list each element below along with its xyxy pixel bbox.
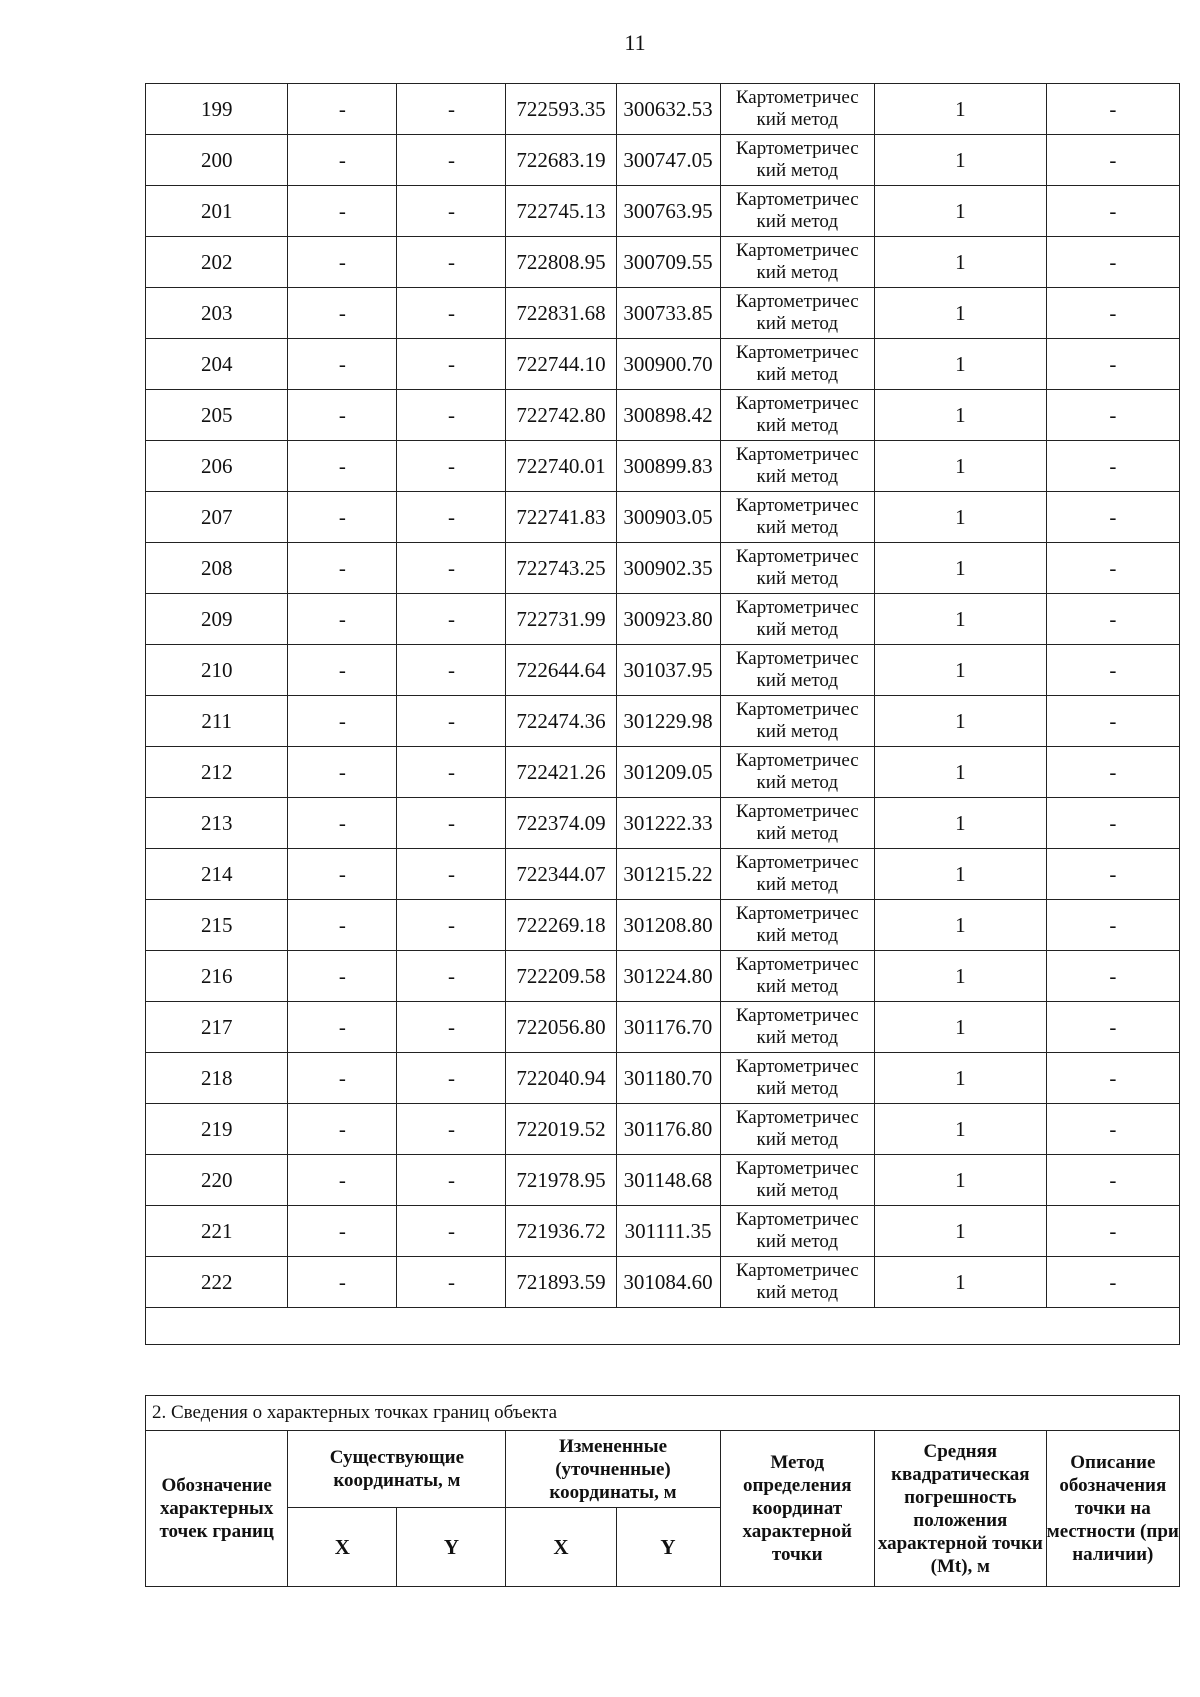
cell-existing-x: - — [288, 186, 397, 237]
table-row — [146, 1206, 1180, 1257]
cell-method-line-2: кий метод — [756, 772, 838, 793]
cell-method — [720, 798, 874, 849]
cell-point: 200 — [146, 135, 288, 186]
cell-existing-x: - — [288, 1104, 397, 1155]
cell-method — [720, 696, 874, 747]
table-row — [146, 594, 1180, 645]
cell-accuracy: 1 — [875, 492, 1047, 543]
cell-description: - — [1046, 135, 1179, 186]
cell-accuracy: 1 — [875, 1206, 1047, 1257]
cell-point: 217 — [146, 1002, 288, 1053]
cell-method-line-1: Картометричес — [735, 750, 859, 771]
cell-existing-x: - — [288, 951, 397, 1002]
cell-description: - — [1046, 951, 1179, 1002]
cell-method — [720, 747, 874, 798]
cell-changed-x: 722474.36 — [506, 696, 616, 747]
cell-existing-y: - — [397, 492, 506, 543]
cell-existing-y: - — [397, 135, 506, 186]
cell-changed-x: 721936.72 — [506, 1206, 616, 1257]
cell-method — [720, 900, 874, 951]
cell-point: 219 — [146, 1104, 288, 1155]
cell-changed-y: 300898.42 — [616, 390, 720, 441]
cell-method — [720, 186, 874, 237]
cell-accuracy: 1 — [875, 1257, 1047, 1308]
header-accuracy: Средняя квадратическая погрешность положения характерной точки (Mt), м — [874, 1431, 1046, 1587]
header-point-label: Обозначение характерных точек границ — [146, 1431, 288, 1587]
cell-point: 216 — [146, 951, 288, 1002]
cell-method-line-1: Картометричес — [735, 1260, 859, 1281]
cell-method — [720, 849, 874, 900]
cell-method-line-1: Картометричес — [735, 1056, 859, 1077]
cell-method-line-1: Картометричес — [735, 954, 859, 975]
cell-changed-x: 722744.10 — [506, 339, 616, 390]
cell-method — [720, 1053, 874, 1104]
cell-method-line-2: кий метод — [756, 619, 838, 640]
cell-changed-y: 301111.35 — [616, 1206, 720, 1257]
cell-method — [720, 390, 874, 441]
cell-method-line-2: кий метод — [756, 976, 838, 997]
header-method: Метод определения координат характерной точки — [720, 1431, 874, 1587]
cell-description: - — [1046, 492, 1179, 543]
cell-existing-y: - — [397, 696, 506, 747]
cell-point: 220 — [146, 1155, 288, 1206]
cell-description: - — [1046, 186, 1179, 237]
cell-changed-y: 301222.33 — [616, 798, 720, 849]
cell-method — [720, 1206, 874, 1257]
cell-existing-x: - — [288, 1053, 397, 1104]
table-row — [146, 849, 1180, 900]
cell-point: 222 — [146, 1257, 288, 1308]
cell-accuracy: 1 — [875, 84, 1047, 135]
cell-point: 203 — [146, 288, 288, 339]
cell-existing-x: - — [288, 339, 397, 390]
cell-method-line-2: кий метод — [756, 517, 838, 538]
cell-method-line-2: кий метод — [756, 670, 838, 691]
cell-accuracy: 1 — [875, 1155, 1047, 1206]
blank-cell — [146, 1308, 1180, 1345]
cell-point: 218 — [146, 1053, 288, 1104]
cell-method — [720, 492, 874, 543]
cell-changed-x: 722740.01 — [506, 441, 616, 492]
cell-changed-x: 722040.94 — [506, 1053, 616, 1104]
table-row — [146, 696, 1180, 747]
cell-changed-y: 301148.68 — [616, 1155, 720, 1206]
cell-existing-x: - — [288, 594, 397, 645]
cell-accuracy: 1 — [875, 288, 1047, 339]
table-row — [146, 900, 1180, 951]
cell-method — [720, 237, 874, 288]
cell-changed-x: 722593.35 — [506, 84, 616, 135]
cell-existing-y: - — [397, 1206, 506, 1257]
table-row — [146, 1104, 1180, 1155]
cell-point: 211 — [146, 696, 288, 747]
cell-changed-y: 301209.05 — [616, 747, 720, 798]
cell-changed-x: 722644.64 — [506, 645, 616, 696]
page-number: 11 — [624, 30, 646, 55]
cell-existing-y: - — [397, 237, 506, 288]
cell-method-line-2: кий метод — [756, 1027, 838, 1048]
cell-point: 213 — [146, 798, 288, 849]
cell-point: 201 — [146, 186, 288, 237]
cell-point: 202 — [146, 237, 288, 288]
cell-description: - — [1046, 441, 1179, 492]
cell-method-line-2: кий метод — [756, 466, 838, 487]
cell-changed-x: 722683.19 — [506, 135, 616, 186]
header-existing-coords: Существующие координаты, м — [288, 1431, 506, 1508]
cell-changed-y: 300733.85 — [616, 288, 720, 339]
cell-method-line-2: кий метод — [756, 1180, 838, 1201]
coordinates-table — [145, 83, 1180, 1345]
cell-existing-y: - — [397, 339, 506, 390]
cell-changed-x: 722743.25 — [506, 543, 616, 594]
cell-changed-y: 300900.70 — [616, 339, 720, 390]
cell-method-line-2: кий метод — [756, 1078, 838, 1099]
cell-method-line-1: Картометричес — [735, 240, 859, 261]
cell-method-line-2: кий метод — [756, 415, 838, 436]
cell-method-line-1: Картометричес — [735, 801, 859, 822]
cell-method — [720, 543, 874, 594]
cell-existing-y: - — [397, 1155, 506, 1206]
cell-method — [720, 1104, 874, 1155]
cell-description: - — [1046, 900, 1179, 951]
cell-method — [720, 135, 874, 186]
cell-description: - — [1046, 1053, 1179, 1104]
cell-method — [720, 951, 874, 1002]
cell-point: 205 — [146, 390, 288, 441]
cell-description: - — [1046, 798, 1179, 849]
cell-method-line-1: Картометричес — [735, 903, 859, 924]
cell-accuracy: 1 — [875, 747, 1047, 798]
table-row — [146, 288, 1180, 339]
cell-existing-x: - — [288, 543, 397, 594]
table-row — [146, 1053, 1180, 1104]
table-row — [146, 339, 1180, 390]
cell-method — [720, 1155, 874, 1206]
cell-method-line-1: Картометричес — [735, 342, 859, 363]
cell-method-line-1: Картометричес — [735, 1209, 859, 1230]
cell-existing-x: - — [288, 441, 397, 492]
cell-changed-y: 301037.95 — [616, 645, 720, 696]
cell-method-line-2: кий метод — [756, 823, 838, 844]
cell-existing-y: - — [397, 1002, 506, 1053]
cell-description: - — [1046, 849, 1179, 900]
cell-changed-y: 300923.80 — [616, 594, 720, 645]
cell-changed-y: 301180.70 — [616, 1053, 720, 1104]
cell-accuracy: 1 — [875, 696, 1047, 747]
blank-row — [146, 1308, 1180, 1345]
cell-description: - — [1046, 543, 1179, 594]
table-row — [146, 798, 1180, 849]
cell-changed-y: 301176.70 — [616, 1002, 720, 1053]
cell-description: - — [1046, 594, 1179, 645]
cell-method — [720, 84, 874, 135]
cell-changed-x: 722742.80 — [506, 390, 616, 441]
cell-method-line-2: кий метод — [756, 211, 838, 232]
cell-method-line-1: Картометричес — [735, 1005, 859, 1026]
cell-method-line-1: Картометричес — [735, 648, 859, 669]
cell-existing-x: - — [288, 1155, 397, 1206]
table-row — [146, 645, 1180, 696]
cell-method-line-1: Картометричес — [735, 189, 859, 210]
cell-method-line-2: кий метод — [756, 313, 838, 334]
cell-method — [720, 288, 874, 339]
cell-description: - — [1046, 1155, 1179, 1206]
cell-point: 204 — [146, 339, 288, 390]
cell-existing-y: - — [397, 747, 506, 798]
table-row — [146, 441, 1180, 492]
cell-existing-x: - — [288, 645, 397, 696]
table-row — [146, 237, 1180, 288]
cell-existing-x: - — [288, 390, 397, 441]
cell-description: - — [1046, 1104, 1179, 1155]
header-changed-y: Y — [616, 1508, 720, 1587]
cell-accuracy: 1 — [875, 798, 1047, 849]
cell-method-line-2: кий метод — [756, 1129, 838, 1150]
cell-accuracy: 1 — [875, 1002, 1047, 1053]
cell-description: - — [1046, 1002, 1179, 1053]
cell-existing-y: - — [397, 900, 506, 951]
cell-accuracy: 1 — [875, 900, 1047, 951]
cell-method — [720, 594, 874, 645]
cell-changed-y: 301229.98 — [616, 696, 720, 747]
cell-existing-y: - — [397, 390, 506, 441]
cell-method-line-2: кий метод — [756, 721, 838, 742]
cell-method — [720, 645, 874, 696]
cell-accuracy: 1 — [875, 1053, 1047, 1104]
cell-existing-x: - — [288, 849, 397, 900]
table-row — [146, 390, 1180, 441]
cell-point: 208 — [146, 543, 288, 594]
cell-existing-y: - — [397, 441, 506, 492]
cell-existing-x: - — [288, 84, 397, 135]
cell-existing-y: - — [397, 1053, 506, 1104]
table-row — [146, 84, 1180, 135]
cell-point: 207 — [146, 492, 288, 543]
cell-point: 210 — [146, 645, 288, 696]
cell-changed-x: 722731.99 — [506, 594, 616, 645]
cell-point: 206 — [146, 441, 288, 492]
cell-changed-y: 300747.05 — [616, 135, 720, 186]
cell-description: - — [1046, 747, 1179, 798]
cell-changed-y: 301208.80 — [616, 900, 720, 951]
cell-existing-x: - — [288, 237, 397, 288]
cell-changed-x: 722741.83 — [506, 492, 616, 543]
cell-existing-x: - — [288, 900, 397, 951]
cell-description: - — [1046, 1257, 1179, 1308]
header-existing-y: Y — [397, 1508, 506, 1587]
cell-method-line-2: кий метод — [756, 925, 838, 946]
cell-description: - — [1046, 339, 1179, 390]
cell-changed-x: 722269.18 — [506, 900, 616, 951]
table-row — [146, 747, 1180, 798]
cell-existing-x: - — [288, 747, 397, 798]
cell-point: 212 — [146, 747, 288, 798]
cell-method-line-1: Картометричес — [735, 1107, 859, 1128]
cell-point: 214 — [146, 849, 288, 900]
cell-method — [720, 339, 874, 390]
cell-accuracy: 1 — [875, 594, 1047, 645]
cell-point: 215 — [146, 900, 288, 951]
cell-method-line-2: кий метод — [756, 568, 838, 589]
cell-method-line-1: Картометричес — [735, 291, 859, 312]
cell-description: - — [1046, 696, 1179, 747]
cell-changed-x: 722019.52 — [506, 1104, 616, 1155]
cell-changed-x: 722421.26 — [506, 747, 616, 798]
cell-point: 209 — [146, 594, 288, 645]
cell-existing-x: - — [288, 798, 397, 849]
cell-method-line-1: Картометричес — [735, 444, 859, 465]
cell-method-line-1: Картометричес — [735, 138, 859, 159]
cell-existing-y: - — [397, 186, 506, 237]
table-row — [146, 543, 1180, 594]
cell-changed-x: 722745.13 — [506, 186, 616, 237]
cell-accuracy: 1 — [875, 441, 1047, 492]
cell-existing-y: - — [397, 849, 506, 900]
cell-changed-y: 300709.55 — [616, 237, 720, 288]
cell-method-line-2: кий метод — [756, 364, 838, 385]
cell-description: - — [1046, 84, 1179, 135]
cell-existing-y: - — [397, 798, 506, 849]
section-2-table — [145, 1395, 1180, 1587]
cell-method-line-1: Картометричес — [735, 1158, 859, 1179]
cell-accuracy: 1 — [875, 951, 1047, 1002]
cell-changed-y: 300763.95 — [616, 186, 720, 237]
cell-changed-y: 300899.83 — [616, 441, 720, 492]
cell-accuracy: 1 — [875, 543, 1047, 594]
cell-changed-y: 301224.80 — [616, 951, 720, 1002]
table-row — [146, 1002, 1180, 1053]
cell-method-line-1: Картометричес — [735, 852, 859, 873]
cell-accuracy: 1 — [875, 849, 1047, 900]
cell-existing-y: - — [397, 594, 506, 645]
cell-method — [720, 1002, 874, 1053]
cell-existing-y: - — [397, 543, 506, 594]
cell-changed-y: 300903.05 — [616, 492, 720, 543]
cell-description: - — [1046, 288, 1179, 339]
cell-changed-y: 301084.60 — [616, 1257, 720, 1308]
cell-method-line-2: кий метод — [756, 160, 838, 181]
cell-method-line-1: Картометричес — [735, 393, 859, 414]
cell-point: 199 — [146, 84, 288, 135]
cell-method-line-2: кий метод — [756, 109, 838, 130]
cell-changed-y: 301176.80 — [616, 1104, 720, 1155]
table-row — [146, 135, 1180, 186]
cell-existing-y: - — [397, 1257, 506, 1308]
cell-changed-x: 722374.09 — [506, 798, 616, 849]
cell-accuracy: 1 — [875, 390, 1047, 441]
cell-changed-y: 301215.22 — [616, 849, 720, 900]
cell-existing-x: - — [288, 696, 397, 747]
cell-existing-x: - — [288, 288, 397, 339]
header-description: Описание обозначения точки на местности (при наличии) — [1046, 1431, 1179, 1587]
table-row — [146, 186, 1180, 237]
cell-point: 221 — [146, 1206, 288, 1257]
table-row — [146, 951, 1180, 1002]
cell-existing-y: - — [397, 1104, 506, 1155]
cell-existing-y: - — [397, 645, 506, 696]
cell-existing-x: - — [288, 1002, 397, 1053]
cell-existing-x: - — [288, 492, 397, 543]
cell-changed-x: 722831.68 — [506, 288, 616, 339]
cell-method-line-1: Картометричес — [735, 495, 859, 516]
cell-method-line-2: кий метод — [756, 1231, 838, 1252]
cell-method-line-1: Картометричес — [735, 699, 859, 720]
cell-method-line-1: Картометричес — [735, 597, 859, 618]
cell-method-line-2: кий метод — [756, 874, 838, 895]
cell-changed-y: 300632.53 — [616, 84, 720, 135]
cell-accuracy: 1 — [875, 237, 1047, 288]
cell-changed-x: 722056.80 — [506, 1002, 616, 1053]
cell-method-line-1: Картометричес — [735, 546, 859, 567]
table-row — [146, 1257, 1180, 1308]
cell-method-line-1: Картометричес — [735, 87, 859, 108]
cell-accuracy: 1 — [875, 645, 1047, 696]
cell-changed-x: 721893.59 — [506, 1257, 616, 1308]
cell-changed-x: 722209.58 — [506, 951, 616, 1002]
cell-changed-x: 721978.95 — [506, 1155, 616, 1206]
cell-accuracy: 1 — [875, 1104, 1047, 1155]
cell-method-line-2: кий метод — [756, 1282, 838, 1303]
cell-existing-y: - — [397, 84, 506, 135]
cell-method — [720, 1257, 874, 1308]
table-row — [146, 1155, 1180, 1206]
cell-existing-x: - — [288, 135, 397, 186]
header-changed-coords: Измененные (уточненные) координаты, м — [506, 1431, 720, 1508]
cell-existing-y: - — [397, 951, 506, 1002]
cell-description: - — [1046, 645, 1179, 696]
cell-changed-x: 722344.07 — [506, 849, 616, 900]
cell-description: - — [1046, 237, 1179, 288]
table-row — [146, 492, 1180, 543]
cell-description: - — [1046, 390, 1179, 441]
cell-description: - — [1046, 1206, 1179, 1257]
section-2-title: 2. Сведения о характерных точках границ объекта — [146, 1396, 1180, 1431]
cell-method-line-2: кий метод — [756, 262, 838, 283]
cell-accuracy: 1 — [875, 135, 1047, 186]
cell-method — [720, 441, 874, 492]
cell-changed-x: 722808.95 — [506, 237, 616, 288]
header-existing-x: X — [288, 1508, 397, 1587]
cell-existing-x: - — [288, 1206, 397, 1257]
cell-existing-y: - — [397, 288, 506, 339]
cell-existing-x: - — [288, 1257, 397, 1308]
cell-accuracy: 1 — [875, 186, 1047, 237]
cell-changed-y: 300902.35 — [616, 543, 720, 594]
header-changed-x: X — [506, 1508, 616, 1587]
cell-accuracy: 1 — [875, 339, 1047, 390]
